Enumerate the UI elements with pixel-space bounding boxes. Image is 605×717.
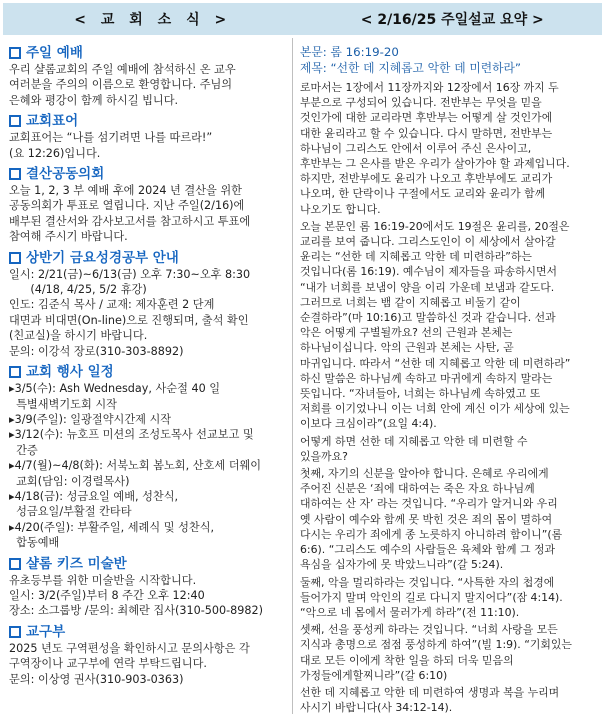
sermon-line: 다시는 우리가 죄에게 종 노릇하지 아니하려 함이니”(롬 [300, 527, 563, 541]
news-line: ▸3/9(주일): 일광절약시간제 시작 [9, 412, 172, 426]
news-section-title [9, 249, 286, 267]
news-line: 일시: 3/2(주일)부터 8 주간 오후 12:40 [9, 588, 205, 602]
sermon-line: 대로 모든 이에게 착한 일을 하되 더욱 믿음의 [300, 653, 514, 667]
sermon-passage: 본문: 롬 16:19-20 [300, 45, 399, 59]
news-section [9, 363, 286, 550]
sermon-line: 하지만, 전반부에도 윤리가 나오고 후반부에도 교리가 [300, 172, 553, 186]
news-line: ▸4/7(월)~4/8(화): 서북노회 봄노회, 산호세 더웨이 [9, 459, 262, 473]
news-line: ▸4/20(주일): 부활주일, 세례식 및 성찬식, [9, 520, 215, 534]
square-bullet-icon [9, 47, 21, 59]
news-section-title-text: 교회 행사 일정 [26, 364, 114, 381]
news-section-title [9, 623, 286, 641]
sermon-paragraph [300, 434, 596, 464]
news-section [9, 623, 286, 687]
sermon-line: 것인가에 대한 교리라면 후반부는 어떻게 살 것인가에 [300, 111, 553, 125]
news-line: 2025 년도 구역편성을 확인하시고 문의사항은 각 [9, 641, 250, 655]
news-line: 구역장이나 교구부에 연락 부탁드립니다. [9, 657, 207, 671]
sermon-line: 대하여는 산 자’ 라는 것입니다. “우리가 알거니와 우리 [300, 497, 558, 511]
sermon-line: 악은 어떻게 구별될까요? 선의 근원과 본체는 [300, 326, 513, 340]
sermon-line: 나오기도 합니다. [300, 202, 381, 216]
news-section-title-text: 교회표어 [26, 113, 79, 130]
sermon-line: “내가 너희를 보냄이 양을 이리 가운데 보냄과 같도다. [300, 280, 555, 294]
sermon-line: 하나님이 그리스도 안에서 이루어 주신 은사이고, [300, 141, 532, 155]
news-section [9, 555, 286, 619]
sermon-paragraph [300, 622, 596, 683]
sermon-line: 부분으로 구성되어 있습니다. 전반부는 무엇을 믿을 [300, 96, 542, 110]
news-section-title-text: 상반기 금요성경공부 안내 [26, 249, 179, 266]
news-line: 교회표어는 “나를 섬기려면 나를 따르라!” [9, 131, 213, 145]
news-line: 일시: 2/21(금)~6/13(금) 오후 7:30~오후 8:30 [9, 267, 251, 281]
sermon-line: 주어진 신분은 ‘죄에 대하여는 죽은 자요 하나님께 [300, 482, 535, 496]
news-line: 교회(담임: 이경렬목사) [9, 474, 130, 488]
news-line: 공동의회가 투표로 열립니다. 지난 주일(2/16)에 [9, 199, 245, 213]
news-line: (요 12:26)입니다. [9, 146, 101, 160]
square-bullet-icon [9, 252, 21, 264]
sermon-line: 가정들에게할찌니라”(갈 6:10) [300, 668, 448, 682]
content-columns [3, 38, 602, 714]
church-news-column [3, 38, 293, 714]
news-line: (친교실)을 하시기 바랍니다. [9, 329, 148, 343]
sermon-paragraph [300, 575, 596, 621]
news-section-title [9, 165, 286, 183]
news-section-title [9, 44, 286, 62]
sermon-line: 첫째, 자기의 신분을 알아야 합니다. 은혜로 우리에게 [300, 467, 549, 481]
news-line: 문의: 이상영 권사(310-903-0363) [9, 672, 184, 686]
sermon-line: 저희를 이기었나니 이는 너희 안에 계신 이가 세상에 있는 [300, 402, 570, 416]
sermon-paragraph [300, 219, 596, 432]
news-line: 은혜와 평강이 함께 하시길 빕니다. [9, 93, 179, 107]
news-line: 합동예배 [9, 536, 60, 550]
sermon-line: “악으로 네 몸에서 물러가게 하라”(전 11:10). [300, 605, 520, 619]
news-line: 장소: 소그룹방 /문의: 최혜란 집사(310-500-8982) [9, 604, 264, 618]
sermon-line: 오늘 본문인 롬 16:19-20에서도 19절은 윤리를, 20절은 [300, 219, 570, 233]
sermon-line: 사시기 바랍니다(사 34:12-14). [300, 701, 453, 714]
church-news-title: < 교 회 소 식 > [74, 12, 232, 28]
square-bullet-icon [9, 626, 21, 638]
sermon-line: 마귀입니다. 따라서 “선한 데 지혜롭고 악한 데 미련하라” [300, 356, 571, 370]
sermon-line: 선한 데 지혜롭고 악한 데 미련하여 생명과 복을 누리며 [300, 685, 560, 699]
sermon-line: 순결하라”(마 10:16)고 말씀하신 것과 같습니다. 선과 [300, 311, 556, 325]
news-section-title-text: 주일 예배 [26, 45, 83, 61]
sermon-title: 제목: “선한 데 지혜롭고 악한 데 미련하라” [300, 61, 522, 75]
square-bullet-icon [9, 558, 21, 570]
news-section-title-text: 결산공동의회 [26, 166, 105, 183]
sermon-line: 있을까요? [300, 449, 348, 463]
sermon-line: 나오며, 한 단락이나 구절에서도 교리와 윤리가 함께 [300, 187, 546, 201]
news-section-title [9, 363, 286, 381]
square-bullet-icon [9, 168, 21, 180]
news-line: (4/18, 4/25, 5/2 휴강) [9, 283, 147, 297]
news-section-title-text: 교구부 [26, 623, 66, 640]
news-line: 여러분을 주의의 이름으로 환영합니다. 주님의 [9, 78, 233, 92]
sermon-line: 뜻입니다. “자녀들아, 너희는 하나님께 속하였고 또 [300, 387, 541, 401]
sermon-line: 둘째, 악을 멀리하라는 것입니다. “사특한 자의 첩경에 [300, 575, 555, 589]
sermon-summary-column [293, 38, 602, 714]
sermon-line: 6:6). “그리스도 예수의 사람들은 육체와 함께 그 정과 [300, 543, 556, 557]
news-line: 참여해 주시기 바랍니다. [9, 230, 128, 244]
sermon-line: 지식과 총명으로 점점 풍성하게 하여”(빌 1:9). “기회있는 [300, 638, 572, 652]
news-line: ▸3/5(수): Ash Wednesday, 사순절 40 일 [9, 382, 221, 396]
sermon-line: 옛 사람이 예수와 함께 못 박힌 것은 죄의 몸이 멸하여 [300, 512, 553, 526]
sermon-paragraph [300, 80, 596, 217]
news-section [9, 112, 286, 161]
sermon-body [300, 80, 596, 714]
news-line: ▸3/12(수): 뉴호프 미션의 조성도목사 선교보고 및 [9, 428, 254, 442]
news-line: 대면과 비대면(On-line)으로 진행되며, 출석 확인 [9, 313, 249, 327]
news-line: 간증 [9, 443, 38, 457]
sermon-paragraph [300, 685, 596, 714]
news-section-title [9, 555, 286, 573]
square-bullet-icon [9, 366, 21, 378]
sermon-line: 윤리는 “선한 데 지혜롭고 악한 데 미련하라”하는 [300, 250, 532, 264]
news-line: 특별새벽기도회 시작 [9, 397, 117, 411]
sermon-line: 교리를 보여 줍니다. 그리스도인이 이 세상에서 살아갈 [300, 235, 556, 249]
sermon-line: 하나님이십니다. 악의 근원과 본체는 사탄, 곧 [300, 341, 514, 355]
sermon-line: 것입니다(롬 16:19). 예수님이 제자들을 파송하시면서 [300, 265, 558, 279]
sermon-line: 하신 말씀은 하나님께 속하고 마귀에게 속하지 말라는 [300, 371, 553, 385]
news-section-title [9, 112, 286, 130]
news-section-title-text: 샬롬 키즈 미술반 [26, 555, 127, 572]
sermon-line: 대한 윤리라고 할 수 있습니다. 다시 말하면, 전반부는 [300, 126, 553, 140]
news-line: 성금요일/부활절 칸타타 [9, 505, 132, 519]
news-section [9, 249, 286, 359]
sermon-line: 들어가지 말며 악인의 길로 다니지 말지어다”(잠 4:14). [300, 590, 563, 604]
sermon-line: 셋째, 선을 풍성케 하라는 것입니다. “너희 사랑을 모든 [300, 623, 558, 637]
news-line: 유초등부를 위한 미술반을 시작합니다. [9, 573, 197, 587]
sermon-line: 그러므로 너희는 뱀 같이 지혜롭고 비둘기 같이 [300, 295, 521, 309]
header-bar [3, 3, 602, 35]
news-line: ▸4/18(금): 성금요일 예배, 성찬식, [9, 489, 179, 503]
sermon-line: 로마서는 1장에서 11장까지와 12장에서 16장 까지 두 [300, 81, 559, 94]
sermon-paragraph [300, 466, 596, 572]
news-section [9, 44, 286, 108]
news-line: 인도: 김준식 목사 / 교재: 제자훈련 2 단계 [9, 298, 215, 312]
news-line: 배부된 결산서와 감사보고서를 참고하시고 투표에 [9, 214, 251, 228]
news-section [9, 165, 286, 245]
sermon-line: 이보다 크심이라”(요일 4:4). [300, 417, 437, 431]
news-line: 우리 샬롬교회의 주일 예배에 참석하신 온 교우 [9, 63, 236, 76]
news-line: 오늘 1, 2, 3 부 예배 후에 2024 년 결산을 위한 [9, 184, 242, 198]
sermon-line: 후반부는 그 은사를 받은 우리가 살아가야 할 과제입니다. [300, 157, 570, 171]
news-line: 문의: 이강석 장로(310-303-8892) [9, 344, 184, 358]
square-bullet-icon [9, 115, 21, 127]
sermon-line: 어떻게 하면 선한 데 지혜롭고 악한 데 미련할 수 [300, 434, 528, 448]
sermon-summary-title: < 2/16/25 주일설교 요약 > [360, 12, 544, 28]
sermon-line: 욕심을 십자가에 못 박았느니라”(갈 5:24). [300, 558, 504, 572]
